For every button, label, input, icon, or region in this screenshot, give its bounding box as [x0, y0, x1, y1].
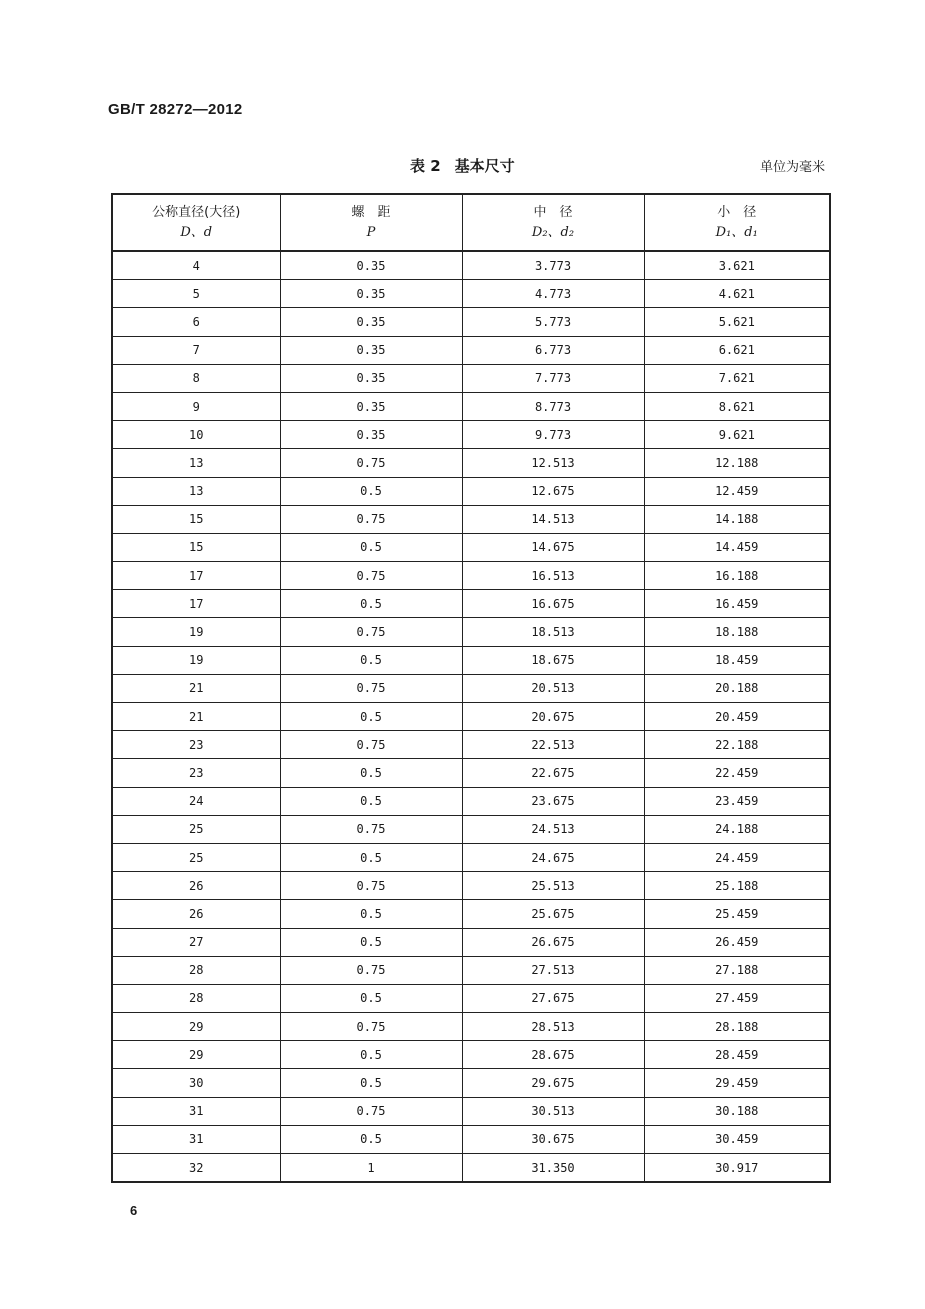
cell-pitch: 0.75: [280, 956, 462, 984]
cell-minor-diameter: 4.621: [644, 280, 830, 308]
table-row: [112, 928, 830, 956]
cell-nominal-diameter: 13: [112, 449, 280, 477]
cell-pitch-diameter: 30.513: [462, 1097, 644, 1125]
cell-pitch: 0.35: [280, 308, 462, 336]
cell-minor-diameter: 16.188: [644, 562, 830, 590]
header-symbol: D₂、d₂: [531, 224, 575, 240]
table-title-number: 表 2: [410, 157, 441, 175]
table-row: [112, 815, 830, 843]
cell-pitch-diameter: 24.513: [462, 815, 644, 843]
cell-minor-diameter: 12.188: [644, 449, 830, 477]
cell-minor-diameter: 14.188: [644, 505, 830, 533]
table-row: [112, 956, 830, 984]
cell-nominal-diameter: 25: [112, 843, 280, 871]
cell-pitch: 1: [280, 1154, 462, 1183]
table-row: [112, 1097, 830, 1125]
cell-nominal-diameter: 17: [112, 590, 280, 618]
table-row: [112, 1013, 830, 1041]
cell-pitch-diameter: 30.675: [462, 1125, 644, 1153]
table-row: [112, 449, 830, 477]
cell-pitch-diameter: 18.513: [462, 618, 644, 646]
header-label: 公称直径(大径): [152, 204, 241, 220]
cell-nominal-diameter: 29: [112, 1041, 280, 1069]
cell-pitch: 0.75: [280, 1013, 462, 1041]
standard-number: GB/T 28272—2012: [108, 101, 243, 118]
table-row: [112, 505, 830, 533]
cell-nominal-diameter: 15: [112, 505, 280, 533]
table-header-row: [112, 194, 830, 251]
cell-nominal-diameter: 4: [112, 251, 280, 280]
cell-nominal-diameter: 27: [112, 928, 280, 956]
cell-pitch-diameter: 24.675: [462, 843, 644, 871]
header-label: 中 径: [533, 204, 573, 220]
cell-pitch-diameter: 14.513: [462, 505, 644, 533]
table-row: [112, 336, 830, 364]
cell-pitch: 0.5: [280, 590, 462, 618]
header-label: 螺 距: [351, 204, 391, 220]
cell-pitch-diameter: 25.513: [462, 872, 644, 900]
table-row: [112, 364, 830, 392]
cell-minor-diameter: 30.459: [644, 1125, 830, 1153]
cell-pitch: 0.75: [280, 449, 462, 477]
table-row: [112, 1041, 830, 1069]
cell-minor-diameter: 5.621: [644, 308, 830, 336]
cell-pitch-diameter: 22.675: [462, 759, 644, 787]
cell-minor-diameter: 29.459: [644, 1069, 830, 1097]
cell-pitch: 0.5: [280, 900, 462, 928]
cell-nominal-diameter: 26: [112, 900, 280, 928]
cell-pitch-diameter: 3.773: [462, 251, 644, 280]
cell-minor-diameter: 24.188: [644, 815, 830, 843]
cell-minor-diameter: 8.621: [644, 392, 830, 420]
cell-nominal-diameter: 23: [112, 759, 280, 787]
cell-pitch-diameter: 9.773: [462, 421, 644, 449]
table-body: [112, 251, 830, 1182]
cell-nominal-diameter: 19: [112, 618, 280, 646]
cell-minor-diameter: 25.459: [644, 900, 830, 928]
table-row: [112, 900, 830, 928]
cell-pitch: 0.5: [280, 928, 462, 956]
cell-nominal-diameter: 10: [112, 421, 280, 449]
cell-pitch: 0.35: [280, 280, 462, 308]
header-symbol: D₁、d₁: [715, 224, 758, 240]
cell-nominal-diameter: 24: [112, 787, 280, 815]
cell-pitch: 0.75: [280, 505, 462, 533]
table-title-name: 基本尺寸: [454, 157, 515, 175]
cell-nominal-diameter: 15: [112, 533, 280, 561]
cell-minor-diameter: 20.188: [644, 674, 830, 702]
cell-pitch-diameter: 8.773: [462, 392, 644, 420]
table-row: [112, 618, 830, 646]
cell-minor-diameter: 30.917: [644, 1154, 830, 1183]
table-row: [112, 759, 830, 787]
cell-pitch-diameter: 5.773: [462, 308, 644, 336]
cell-pitch-diameter: 26.675: [462, 928, 644, 956]
cell-nominal-diameter: 26: [112, 872, 280, 900]
cell-pitch-diameter: 28.675: [462, 1041, 644, 1069]
page-number: 6: [130, 1203, 138, 1218]
table-row: [112, 562, 830, 590]
table-row: [112, 787, 830, 815]
cell-pitch: 0.5: [280, 843, 462, 871]
cell-pitch: 0.5: [280, 1125, 462, 1153]
table-row: [112, 984, 830, 1012]
cell-nominal-diameter: 25: [112, 815, 280, 843]
cell-pitch: 0.75: [280, 872, 462, 900]
cell-pitch: 0.5: [280, 646, 462, 674]
cell-minor-diameter: 14.459: [644, 533, 830, 561]
cell-pitch-diameter: 20.513: [462, 674, 644, 702]
cell-nominal-diameter: 29: [112, 1013, 280, 1041]
cell-pitch-diameter: 6.773: [462, 336, 644, 364]
cell-nominal-diameter: 7: [112, 336, 280, 364]
cell-nominal-diameter: 28: [112, 956, 280, 984]
cell-pitch: 0.5: [280, 533, 462, 561]
cell-pitch: 0.75: [280, 562, 462, 590]
table-row: [112, 533, 830, 561]
table-title: [410, 155, 515, 176]
cell-pitch-diameter: 14.675: [462, 533, 644, 561]
cell-pitch-diameter: 29.675: [462, 1069, 644, 1097]
cell-minor-diameter: 28.459: [644, 1041, 830, 1069]
cell-nominal-diameter: 31: [112, 1125, 280, 1153]
cell-minor-diameter: 3.621: [644, 251, 830, 280]
header-nominal-diameter: [112, 194, 280, 251]
cell-pitch: 0.75: [280, 1097, 462, 1125]
cell-minor-diameter: 18.188: [644, 618, 830, 646]
cell-pitch: 0.35: [280, 421, 462, 449]
cell-pitch-diameter: 25.675: [462, 900, 644, 928]
unit-note: 单位为毫米: [759, 160, 825, 175]
table-row: [112, 251, 830, 280]
table-row: [112, 280, 830, 308]
cell-minor-diameter: 27.459: [644, 984, 830, 1012]
header-symbol: D、d: [180, 224, 213, 240]
cell-minor-diameter: 25.188: [644, 872, 830, 900]
cell-pitch: 0.35: [280, 336, 462, 364]
cell-pitch-diameter: 4.773: [462, 280, 644, 308]
cell-pitch: 0.75: [280, 674, 462, 702]
cell-pitch-diameter: 7.773: [462, 364, 644, 392]
table-row: [112, 1125, 830, 1153]
cell-pitch: 0.75: [280, 618, 462, 646]
cell-nominal-diameter: 31: [112, 1097, 280, 1125]
cell-pitch-diameter: 31.350: [462, 1154, 644, 1183]
cell-minor-diameter: 16.459: [644, 590, 830, 618]
table-row: [112, 477, 830, 505]
cell-nominal-diameter: 19: [112, 646, 280, 674]
table-row: [112, 421, 830, 449]
cell-minor-diameter: 23.459: [644, 787, 830, 815]
cell-minor-diameter: 28.188: [644, 1013, 830, 1041]
cell-nominal-diameter: 21: [112, 703, 280, 731]
cell-nominal-diameter: 6: [112, 308, 280, 336]
cell-nominal-diameter: 23: [112, 731, 280, 759]
cell-pitch: 0.75: [280, 731, 462, 759]
cell-pitch: 0.5: [280, 787, 462, 815]
cell-pitch: 0.5: [280, 1069, 462, 1097]
cell-minor-diameter: 22.459: [644, 759, 830, 787]
table-row: [112, 1154, 830, 1183]
table-row: [112, 703, 830, 731]
table-row: [112, 646, 830, 674]
cell-pitch-diameter: 12.513: [462, 449, 644, 477]
cell-nominal-diameter: 30: [112, 1069, 280, 1097]
header-minor-diameter: [644, 194, 830, 251]
cell-pitch: 0.5: [280, 1041, 462, 1069]
cell-nominal-diameter: 9: [112, 392, 280, 420]
cell-nominal-diameter: 21: [112, 674, 280, 702]
table-row: [112, 308, 830, 336]
cell-pitch: 0.5: [280, 703, 462, 731]
cell-pitch: 0.35: [280, 251, 462, 280]
table-row: [112, 872, 830, 900]
header-symbol: P: [366, 224, 376, 240]
header-pitch-diameter: [462, 194, 644, 251]
cell-pitch-diameter: 27.675: [462, 984, 644, 1012]
cell-minor-diameter: 26.459: [644, 928, 830, 956]
cell-pitch: 0.5: [280, 984, 462, 1012]
cell-minor-diameter: 18.459: [644, 646, 830, 674]
table-row: [112, 843, 830, 871]
cell-minor-diameter: 30.188: [644, 1097, 830, 1125]
cell-minor-diameter: 9.621: [644, 421, 830, 449]
header-pitch: [280, 194, 462, 251]
cell-pitch-diameter: 23.675: [462, 787, 644, 815]
table-row: [112, 731, 830, 759]
cell-pitch: 0.75: [280, 815, 462, 843]
cell-nominal-diameter: 8: [112, 364, 280, 392]
cell-nominal-diameter: 32: [112, 1154, 280, 1183]
table-row: [112, 392, 830, 420]
cell-nominal-diameter: 13: [112, 477, 280, 505]
cell-pitch-diameter: 28.513: [462, 1013, 644, 1041]
cell-pitch-diameter: 20.675: [462, 703, 644, 731]
basic-dimensions-table: [111, 193, 831, 1183]
cell-pitch-diameter: 27.513: [462, 956, 644, 984]
table-row: [112, 674, 830, 702]
cell-minor-diameter: 22.188: [644, 731, 830, 759]
cell-minor-diameter: 24.459: [644, 843, 830, 871]
cell-pitch: 0.35: [280, 364, 462, 392]
table-row: [112, 1069, 830, 1097]
cell-minor-diameter: 12.459: [644, 477, 830, 505]
cell-minor-diameter: 7.621: [644, 364, 830, 392]
header-label: 小 径: [717, 204, 757, 220]
cell-minor-diameter: 27.188: [644, 956, 830, 984]
cell-pitch-diameter: 16.513: [462, 562, 644, 590]
table-row: [112, 590, 830, 618]
cell-pitch: 0.35: [280, 392, 462, 420]
cell-nominal-diameter: 5: [112, 280, 280, 308]
cell-nominal-diameter: 28: [112, 984, 280, 1012]
cell-pitch-diameter: 22.513: [462, 731, 644, 759]
cell-pitch: 0.5: [280, 477, 462, 505]
cell-nominal-diameter: 17: [112, 562, 280, 590]
cell-minor-diameter: 6.621: [644, 336, 830, 364]
cell-pitch-diameter: 18.675: [462, 646, 644, 674]
cell-pitch-diameter: 16.675: [462, 590, 644, 618]
cell-pitch: 0.5: [280, 759, 462, 787]
cell-pitch-diameter: 12.675: [462, 477, 644, 505]
cell-minor-diameter: 20.459: [644, 703, 830, 731]
